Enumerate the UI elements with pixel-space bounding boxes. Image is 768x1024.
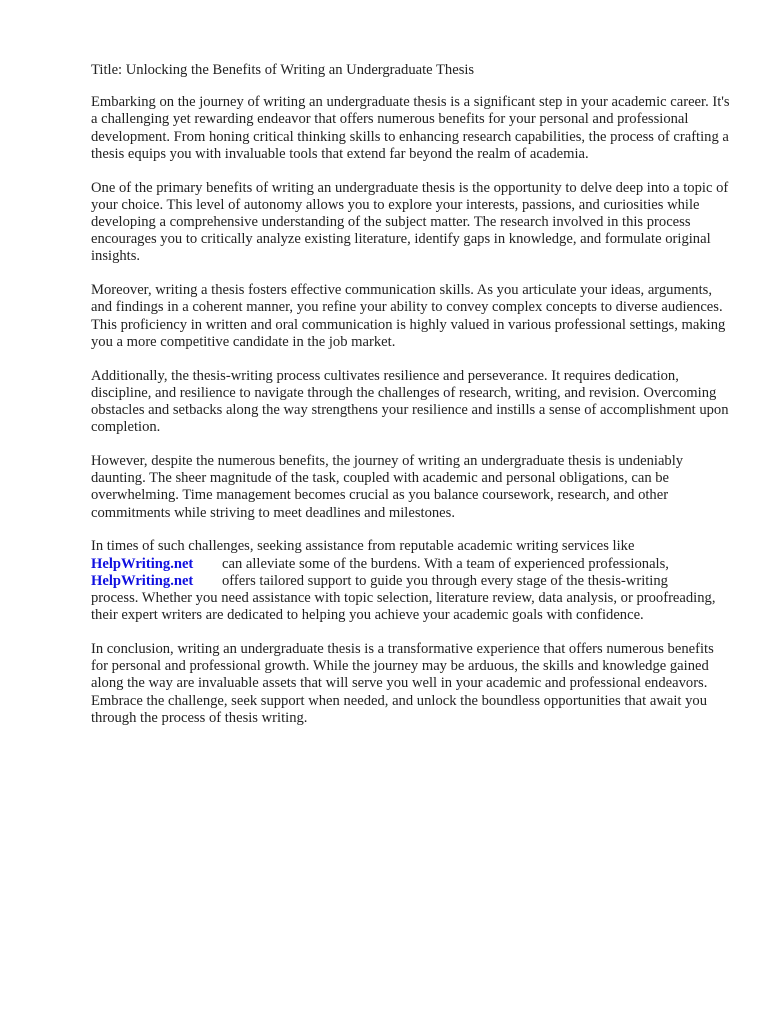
document-title: Title: Unlocking the Benefits of Writing an Undergraduate Thesis	[91, 62, 475, 78]
paragraph-challenges: However, despite the numerous benefits, the journey of writing an undergraduate thesis is undeniably daunting. The sheer magnitude of the task, coupled with academic and personal obligations, can be overwhelming. Time management becomes crucial as you balance coursework, research, and other commitments while striving to meet deadlines and milestones.	[91, 453, 684, 521]
assistance-after-link-2: offers tailored support to guide you through every stage of the thesis-writing	[222, 572, 668, 589]
assistance-after-link-1: can alleviate some of the burdens. With a team of experienced professionals,	[222, 555, 669, 572]
paragraph-autonomy: One of the primary benefits of writing an undergraduate thesis is the opportunity to delve deep into a topic of your choice. This level of autonomy allows you to explore your interests, passions, and curiosities while developing a comprehensive understanding of the subject matter. The research involved in this process encourages you to critically analyze existing literature, identify gaps in knowledge, and formulate original insights.	[91, 179, 729, 265]
assistance-line-2	[91, 556, 731, 573]
helpwriting-link-1[interactable]: HelpWriting.net	[91, 555, 194, 572]
paragraph-intro: Embarking on the journey of writing an undergraduate thesis is a significant step in your academic career. It's a challenging yet rewarding endeavor that offers numerous benefits for your personal and professional development. From honing critical thinking skills to enhancing research capabilities, the process of crafting a thesis equips you with invaluable tools that extend far beyond the realm of academia.	[91, 94, 730, 162]
assistance-remainder: process. Whether you need assistance with topic selection, literature review, data analysis, or proofreading, their expert writers are dedicated to helping you achieve your academic goals with confidence.	[91, 590, 716, 624]
assistance-line-3	[91, 573, 731, 590]
paragraph-assistance	[91, 538, 731, 624]
document-page	[91, 62, 731, 727]
helpwriting-link-2[interactable]: HelpWriting.net	[91, 572, 194, 589]
assistance-intro: In times of such challenges, seeking assistance from reputable academic writing services like	[91, 538, 635, 555]
paragraph-conclusion: In conclusion, writing an undergraduate thesis is a transformative experience that offers numerous benefits for personal and professional growth. While the journey may be arduous, the skills and knowledge gained along the way are invaluable assets that will serve you well in your academic and professional endeavors. Embrace the challenge, seek support when needed, and unlock the boundless opportunities that await you through the process of thesis writing.	[91, 641, 714, 726]
paragraph-resilience: Additionally, the thesis-writing process cultivates resilience and perseverance. It requires dedication, discipline, and resilience to navigate through the challenges of research, writing, and revision. Overcoming obstacles and setbacks along the way strengthens your resilience and instills a sense of accomplishment upon completion.	[91, 367, 729, 436]
paragraph-communication: Moreover, writing a thesis fosters effective communication skills. As you articulate your ideas, arguments, and findings in a coherent manner, you refine your ability to convey complex concepts to diverse audiences. This proficiency in written and oral communication is highly valued in various professional settings, making you a more competitive candidate in the job market.	[91, 282, 726, 350]
